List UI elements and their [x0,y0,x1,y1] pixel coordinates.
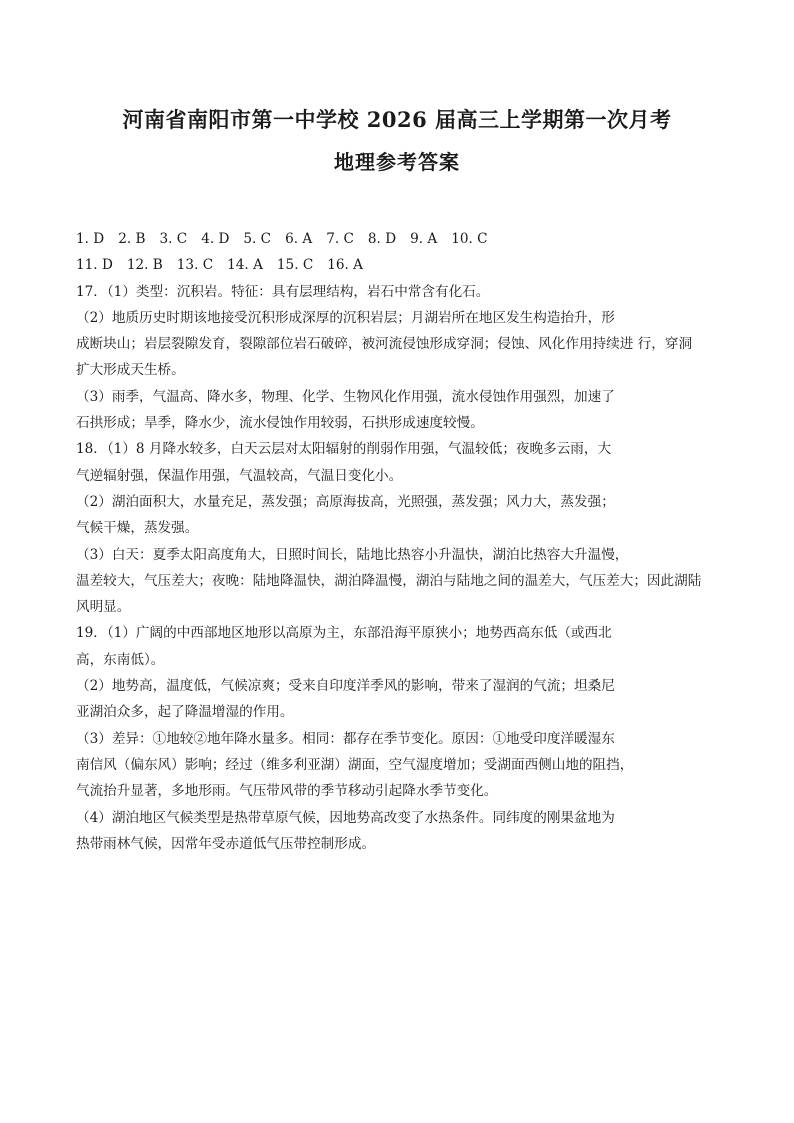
answer-line: 高，东南低）。 [76,651,165,668]
mc-answer: 7. C [326,231,354,247]
answer-line: （2）地势高，温度低，气候凉爽；受来自印度洋季风的影响，带来了湿润的气流；坦桑尼 [76,678,615,695]
answer-line: 成断块山；岩层裂隙发育，裂隙部位岩石破碎，被河流侵蚀形成穿洞；侵蚀、风化作用持续进 行，穿洞 [76,336,693,353]
mc-answer: 12. B [126,257,163,274]
answer-line: （2）湖泊面积大，水量充足，蒸发强；高原海拔高，光照强，蒸发强；风力大，蒸发强； [76,493,615,510]
mc-answers-row-1 [76,226,716,252]
answer-line: 19．（1）广阔的中西部地区地形以高原为主，东部沿海平原狭小；地势西高东低（或西北 [76,625,612,642]
page-subtitle: 地理参考答案 [334,150,460,174]
answer-line: 气候干燥，蒸发强。 [76,520,199,537]
mc-answer: 16. A [327,257,363,274]
mc-answer: 14. A [227,257,263,274]
mc-answer: 1. D [76,231,105,247]
mc-answer: 11. D [76,257,113,274]
answer-line: 17．（1）类型：沉积岩。特征：具有层理结构，岩石中常含有化石。 [76,283,490,300]
answer-line: 扩大形成天生桥。 [76,362,185,379]
answer-line: 气逆辐射强，保温作用强，气温较高，气温日变化小。 [76,467,403,484]
mc-answer: 9. A [410,231,438,247]
answer-line: 热带雨林气候，因常年受赤道低气压带控制形成。 [76,835,376,852]
mc-answer: 2. B [118,231,146,247]
answer-line: 18．（1）8 月降水较多，白天云层对太阳辐射的削弱作用强，气温较低；夜晚多云雨，大 [76,441,612,458]
mc-answer: 4. D [201,231,230,247]
answer-line: （4）湖泊地区气候类型是热带草原气候，因地势高改变了水热条件。同纬度的刚果盆地为 [76,809,615,826]
answer-line: 温差较大，气压差大；夜晚：陆地降温快，湖泊降温慢，湖泊与陆地之间的温差大，气压差大；因此湖陆 [76,572,702,589]
answer-line: 气流抬升显著，多地形雨。气压带风带的季节移动引起降水季节变化。 [76,783,498,800]
mc-answer: 10. C [451,231,488,247]
answer-line: （3）雨季，气温高、降水多，物理、化学、生物风化作用强，流水侵蚀作用强烈，加速了 [76,388,615,405]
answer-line: 风明显。 [76,599,131,616]
answer-line: （3）差异：①地较②地年降水量多。相同：都存在季节变化。原因：①地受印度洋暖湿东 [76,730,615,747]
mc-answer: 13. C [176,257,214,274]
mc-answer: 8. D [367,231,397,247]
answer-line: 石拱形成；旱季，降水少，流水侵蚀作用较弱，石拱形成速度较慢。 [76,415,484,432]
mc-answer: 15. C [276,257,314,274]
mc-answer: 5. C [243,231,272,247]
answer-body [76,226,716,857]
mc-answer: 6. A [285,231,313,247]
answer-line: 亚湖泊众多，起了降温增湿的作用。 [76,704,294,721]
answer-line: （3）白天：夏季太阳高度角大，日照时间长，陆地比热容小升温快，湖泊比热容大升温慢， [76,546,629,563]
answer-line: 南信风（偏东风）影响；经过（维多利亚湖）湖面，空气湿度增加；受湖面西侧山地的阻挡， [76,756,634,773]
mc-answers-row-2 [76,252,716,278]
answer-line: （2）地质历史时期该地接受沉积形成深厚的沉积岩层；月湖岩所在地区发生构造抬升，形 [76,309,615,326]
page-title: 河南省南阳市第一中学校 2026 届高三上学期第一次月考 [122,107,672,132]
mc-answer: 3. C [159,231,188,247]
